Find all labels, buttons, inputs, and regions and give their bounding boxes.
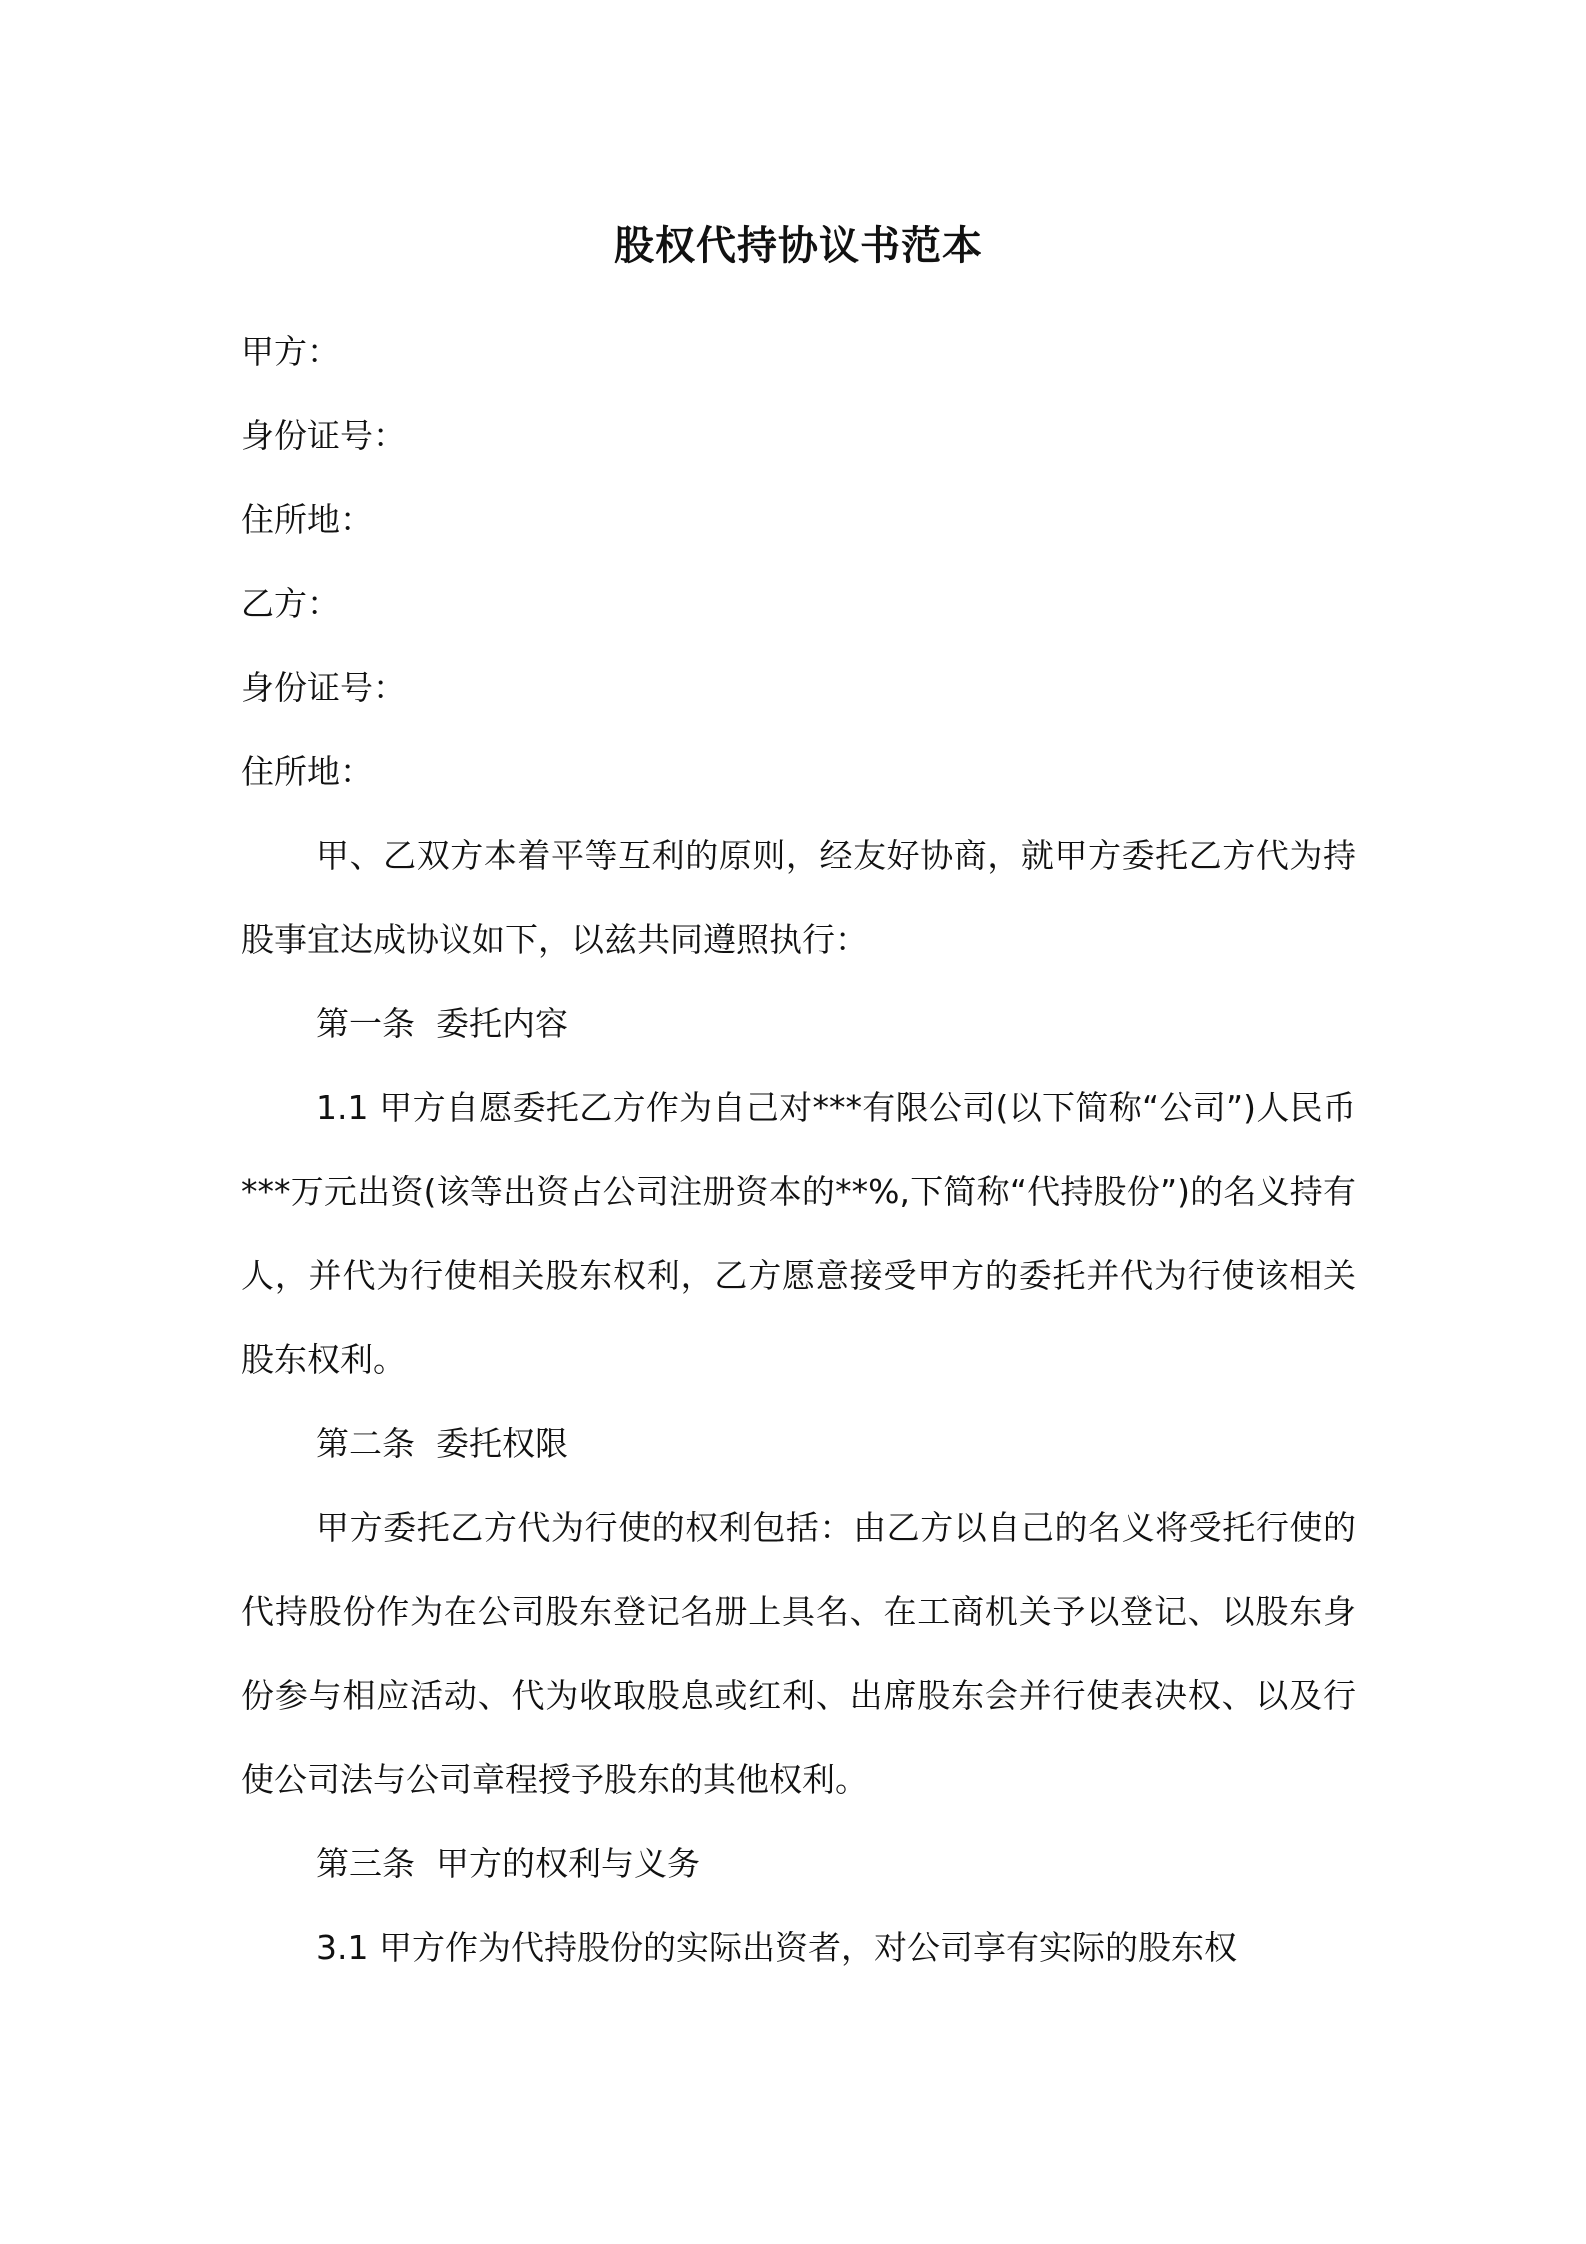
clause-1-1: 1.1 甲方自愿委托乙方作为自己对***有限公司(以下简称“公司”)人民币***万元出资(该等出资占公司注册资本的**%,下简称“代持股份”)的名义持有人，并代为行使相关股东权利，乙方愿意接受甲方的委托并代为行使该相关股东权利。	[241, 1088, 1356, 1379]
article-1-heading: 第一条 委托内容	[316, 1004, 568, 1043]
party-b-id-label: 身份证号：	[241, 668, 406, 707]
party-b-label: 乙方：	[241, 584, 340, 623]
party-a-label: 甲方：	[241, 332, 340, 371]
article-2-body: 甲方委托乙方代为行使的权利包括：由乙方以自己的名义将受托行使的代持股份作为在公司股东登记名册上具名、在工商机关予以登记、以股东身份参与相应活动、代为收取股息或红利、出席股东会并行使表决权、以及行使公司法与公司章程授予股东的其他权利。	[241, 1508, 1356, 1799]
party-a-id-label: 身份证号：	[241, 416, 406, 455]
article-2-heading: 第二条 委托权限	[316, 1424, 568, 1463]
clause-3-1: 3.1 甲方作为代持股份的实际出资者，对公司享有实际的股东权	[316, 1928, 1237, 1967]
article-3-heading: 第三条 甲方的权利与义务	[316, 1844, 700, 1883]
document-title: 股权代持协议书范本	[614, 223, 983, 269]
party-b-address-label: 住所地：	[241, 752, 373, 791]
party-a-address-label: 住所地：	[241, 500, 373, 539]
intro-paragraph: 甲、乙双方本着平等互利的原则，经友好协商，就甲方委托乙方代为持股事宜达成协议如下，以兹共同遵照执行：	[241, 836, 1356, 959]
document-body	[241, 218, 1356, 1990]
